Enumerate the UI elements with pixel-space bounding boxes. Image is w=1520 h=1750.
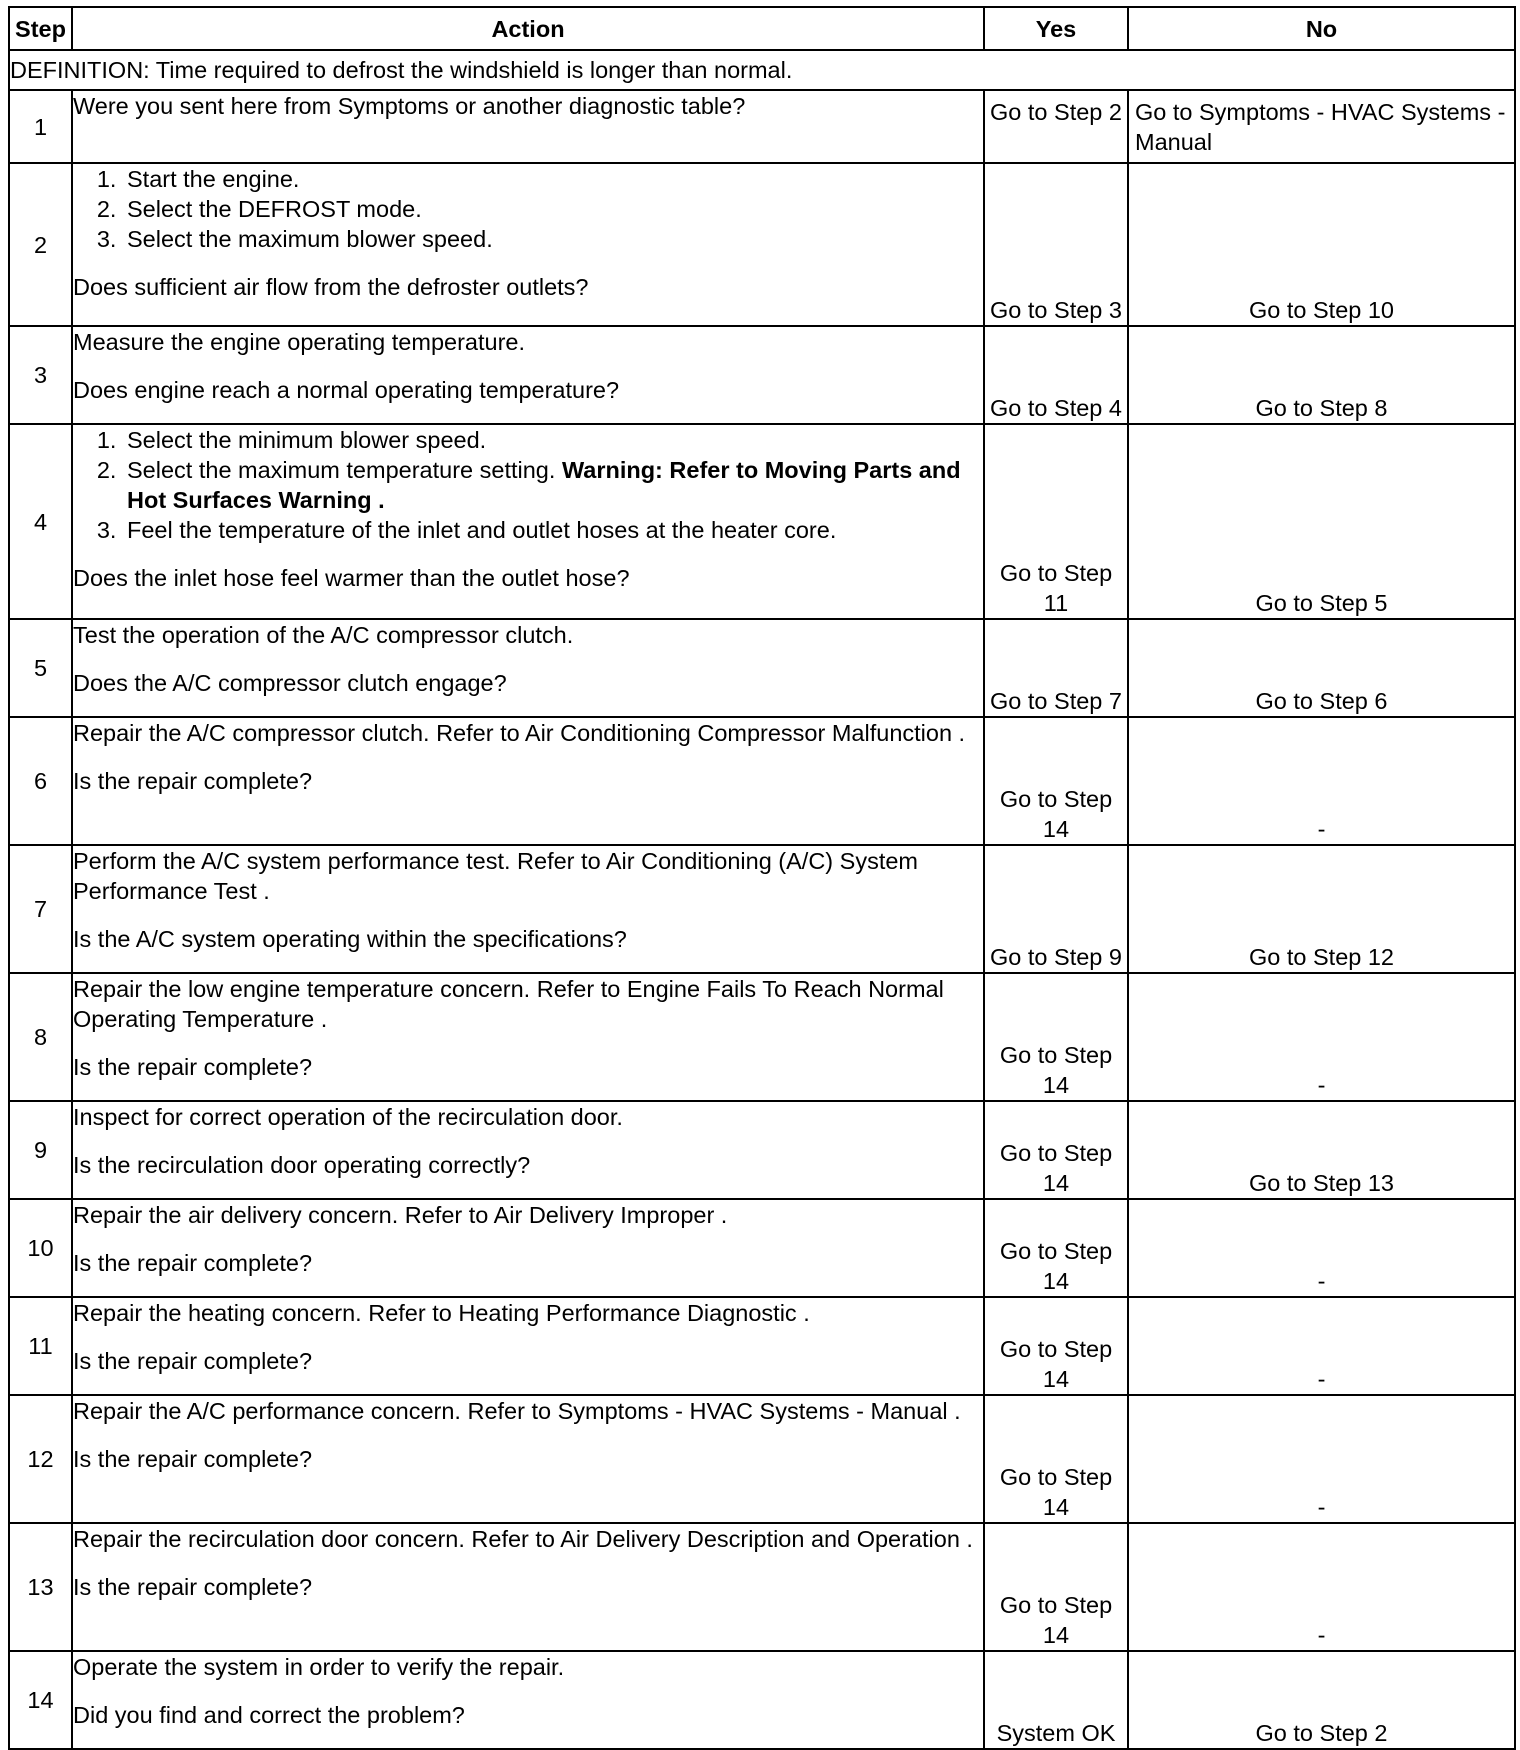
action-question: Is the repair complete? [73, 1250, 313, 1276]
yes-cell: Go to Step 4 [984, 326, 1128, 424]
action-question: Is the recirculation door operating correctly? [73, 1152, 531, 1178]
table-row [9, 973, 1515, 1101]
header-step: Step [9, 7, 72, 50]
no-cell: Go to Step 2 [1128, 1651, 1515, 1749]
list-item: 1. Start the engine. [123, 164, 983, 194]
action-question: Is the A/C system operating within the specifications? [73, 926, 627, 952]
action-list [73, 164, 983, 254]
diagnostic-table [8, 6, 1516, 1750]
header-row [9, 7, 1515, 50]
action-text: Measure the engine operating temperature. [73, 329, 526, 355]
step-number: 4 [9, 424, 72, 619]
table-row [9, 424, 1515, 619]
header-action: Action [72, 7, 984, 50]
action-cell [72, 1651, 984, 1749]
step-number: 13 [9, 1523, 72, 1651]
no-cell: Go to Step 8 [1128, 326, 1515, 424]
no-cell: Go to Step 13 [1128, 1101, 1515, 1199]
definition-text: DEFINITION: Time required to defrost the windshield is longer than normal. [9, 50, 1515, 90]
definition-row [9, 50, 1515, 90]
yes-cell: Go to Step 14 [984, 1101, 1128, 1199]
action-question: Is the repair complete? [73, 1054, 313, 1080]
list-item-text: Select the maximum temperature setting. [127, 457, 556, 483]
action-cell [72, 845, 984, 973]
action-text: Repair the A/C performance concern. Refer to Symptoms - HVAC Systems - Manual . [73, 1398, 961, 1424]
step-number: 5 [9, 619, 72, 717]
action-question: Does the A/C compressor clutch engage? [73, 670, 507, 696]
no-cell: Go to Step 5 [1128, 424, 1515, 619]
step-number: 11 [9, 1297, 72, 1395]
yes-cell: Go to Step 11 [984, 424, 1128, 619]
step-number: 2 [9, 163, 72, 326]
action-text: Operate the system in order to verify the repair. [73, 1654, 565, 1680]
action-cell [72, 973, 984, 1101]
action-question: Does the inlet hose feel warmer than the outlet hose? [73, 565, 630, 591]
yes-cell: Go to Step 14 [984, 1297, 1128, 1395]
step-number: 9 [9, 1101, 72, 1199]
action-cell [72, 163, 984, 326]
yes-cell: Go to Step 3 [984, 163, 1128, 326]
step-number: 12 [9, 1395, 72, 1523]
action-question: Does sufficient air flow from the defroster outlets? [73, 274, 589, 300]
step-number: 10 [9, 1199, 72, 1297]
table-row [9, 1297, 1515, 1395]
yes-cell: Go to Step 14 [984, 1199, 1128, 1297]
action-question: Does engine reach a normal operating temperature? [73, 377, 620, 403]
step-number: 1 [9, 90, 72, 163]
action-question: Is the repair complete? [73, 768, 313, 794]
yes-cell: Go to Step 14 [984, 1523, 1128, 1651]
no-cell: - [1128, 1199, 1515, 1297]
action-text: Inspect for correct operation of the recirculation door. [73, 1104, 623, 1130]
step-number: 14 [9, 1651, 72, 1749]
action-cell [72, 424, 984, 619]
step-number: 3 [9, 326, 72, 424]
table-row [9, 619, 1515, 717]
no-cell: - [1128, 1523, 1515, 1651]
action-text: Were you sent here from Symptoms or another diagnostic table? [73, 93, 746, 119]
action-cell [72, 1297, 984, 1395]
action-question: Is the repair complete? [73, 1574, 313, 1600]
action-cell [72, 1101, 984, 1199]
action-cell [72, 90, 984, 163]
step-number: 7 [9, 845, 72, 973]
table-row [9, 1651, 1515, 1749]
list-item: 3. Feel the temperature of the inlet and outlet hoses at the heater core. [123, 515, 983, 545]
table-row [9, 163, 1515, 326]
yes-cell: Go to Step 2 [984, 90, 1128, 163]
action-cell [72, 326, 984, 424]
no-cell: Go to Step 10 [1128, 163, 1515, 326]
diagnostic-table-container [8, 6, 1514, 1750]
list-item: 1. Select the minimum blower speed. [123, 425, 983, 455]
action-cell [72, 1523, 984, 1651]
list-item: 2. Select the DEFROST mode. [123, 194, 983, 224]
table-row [9, 1101, 1515, 1199]
action-cell [72, 619, 984, 717]
action-text: Perform the A/C system performance test. Refer to Air Conditioning (A/C) System Performance Test . [73, 848, 919, 904]
no-cell: Go to Step 6 [1128, 619, 1515, 717]
yes-cell: Go to Step 14 [984, 717, 1128, 845]
table-row [9, 717, 1515, 845]
step-number: 8 [9, 973, 72, 1101]
action-question: Is the repair complete? [73, 1348, 313, 1374]
list-item [123, 455, 983, 515]
no-cell: - [1128, 1297, 1515, 1395]
action-text: Repair the A/C compressor clutch. Refer to Air Conditioning Compressor Malfunction . [73, 720, 966, 746]
yes-cell: Go to Step 14 [984, 1395, 1128, 1523]
yes-cell: Go to Step 7 [984, 619, 1128, 717]
no-cell: - [1128, 1395, 1515, 1523]
warning-text: Warning: Refer to Moving Parts and Hot Surfaces Warning . [127, 457, 961, 513]
header-no: No [1128, 7, 1515, 50]
no-cell: Go to Symptoms - HVAC Systems - Manual [1128, 90, 1515, 163]
table-row [9, 1395, 1515, 1523]
list-item: 3. Select the maximum blower speed. [123, 224, 983, 254]
table-row [9, 326, 1515, 424]
table-row [9, 845, 1515, 973]
action-question: Did you find and correct the problem? [73, 1702, 465, 1728]
yes-cell: System OK [984, 1651, 1128, 1749]
action-cell [72, 717, 984, 845]
action-cell [72, 1199, 984, 1297]
no-cell: - [1128, 973, 1515, 1101]
action-text: Repair the recirculation door concern. Refer to Air Delivery Description and Operation . [73, 1526, 973, 1552]
no-cell: - [1128, 717, 1515, 845]
table-row [9, 1523, 1515, 1651]
action-cell [72, 1395, 984, 1523]
no-cell: Go to Step 12 [1128, 845, 1515, 973]
header-yes: Yes [984, 7, 1128, 50]
action-text: Repair the low engine temperature concern. Refer to Engine Fails To Reach Normal Operating Temperature . [73, 976, 944, 1032]
action-list [73, 425, 983, 545]
action-text: Repair the air delivery concern. Refer to Air Delivery Improper . [73, 1202, 728, 1228]
yes-cell: Go to Step 9 [984, 845, 1128, 973]
action-text: Repair the heating concern. Refer to Heating Performance Diagnostic . [73, 1300, 810, 1326]
table-row [9, 1199, 1515, 1297]
action-question: Is the repair complete? [73, 1446, 313, 1472]
action-text: Test the operation of the A/C compressor clutch. [73, 622, 574, 648]
step-number: 6 [9, 717, 72, 845]
table-row [9, 90, 1515, 163]
yes-cell: Go to Step 14 [984, 973, 1128, 1101]
